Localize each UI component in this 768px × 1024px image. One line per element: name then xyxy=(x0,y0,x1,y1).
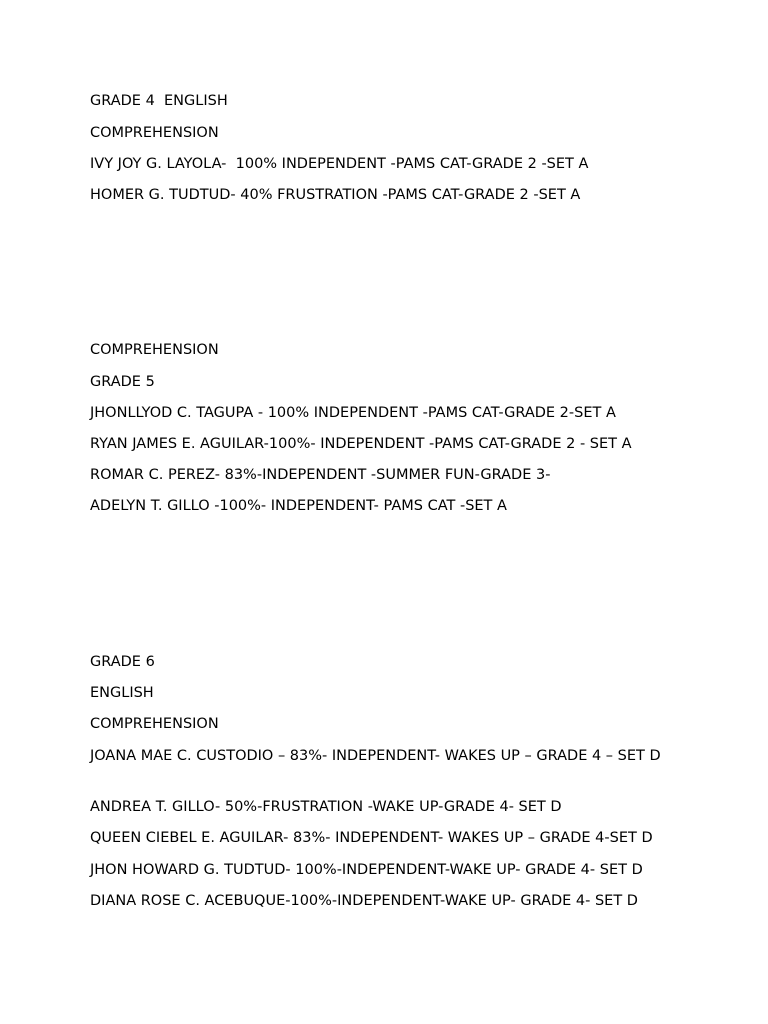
grade6-title: GRADE 6 xyxy=(90,654,155,670)
grade4-entry: HOMER G. TUDTUD- 40% FRUSTRATION -PAMS CAT-GRADE 2 -SET A xyxy=(90,187,581,203)
grade5-title: GRADE 5 xyxy=(90,374,155,390)
grade6-entry: JHON HOWARD G. TUDTUD- 100%-INDEPENDENT-WAKE UP- GRADE 4- SET D xyxy=(90,862,643,878)
grade6-entry: ANDREA T. GILLO- 50%-FRUSTRATION -WAKE UP-GRADE 4- SET D xyxy=(90,799,562,815)
grade5-entry: JHONLLYOD C. TAGUPA - 100% INDEPENDENT -PAMS CAT-GRADE 2-SET A xyxy=(90,405,616,421)
grade5-entry: RYAN JAMES E. AGUILAR-100%- INDEPENDENT -PAMS CAT-GRADE 2 - SET A xyxy=(90,436,632,452)
grade4-subtitle: COMPREHENSION xyxy=(90,125,219,141)
grade4-entry: IVY JOY G. LAYOLA- 100% INDEPENDENT -PAMS CAT-GRADE 2 -SET A xyxy=(90,156,589,172)
grade6-entry: QUEEN CIEBEL E. AGUILAR- 83%- INDEPENDENT- WAKES UP – GRADE 4-SET D xyxy=(90,830,653,846)
grade6-entry: DIANA ROSE C. ACEBUQUE-100%-INDEPENDENT-WAKE UP- GRADE 4- SET D xyxy=(90,893,638,909)
grade5-entry: ROMAR C. PEREZ- 83%-INDEPENDENT -SUMMER FUN-GRADE 3- xyxy=(90,467,551,483)
grade6-subtitle: COMPREHENSION xyxy=(90,716,219,732)
grade5-subtitle: COMPREHENSION xyxy=(90,342,219,358)
grade6-subject: ENGLISH xyxy=(90,685,154,701)
grade5-entry: ADELYN T. GILLO -100%- INDEPENDENT- PAMS CAT -SET A xyxy=(90,498,507,514)
grade6-entry: JOANA MAE C. CUSTODIO – 83%- INDEPENDENT- WAKES UP – GRADE 4 – SET D xyxy=(90,748,661,764)
grade4-title: GRADE 4 ENGLISH xyxy=(90,93,228,109)
